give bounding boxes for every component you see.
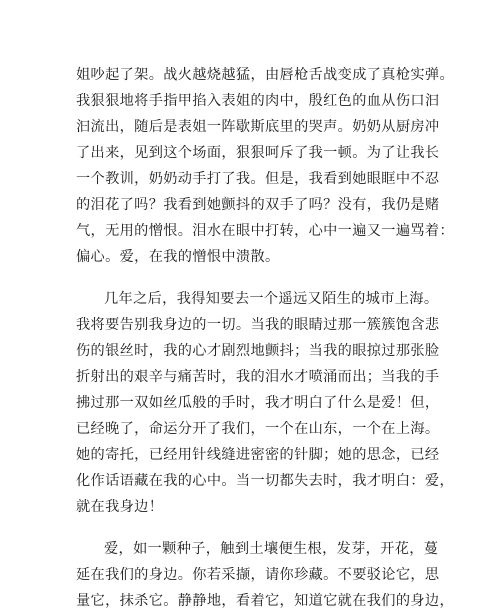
text-line: 我狠狠地将手指甲掐入表姐的肉中，殷红色的血从伤口汩 xyxy=(76,93,440,109)
text-line: 一个教训，奶奶动手打了我。但是，我看到她眼眶中不忍 xyxy=(76,171,440,187)
text-line: 姐吵起了架。战火越烧越猛，由唇枪舌战变成了真枪实弹。 xyxy=(76,67,454,83)
text-line: 拂过那一双如丝瓜般的手时，我才明白了什么是爱！但， xyxy=(76,395,440,411)
text-line: 伤的银丝时，我的心才剧烈地颤抖；当我的眼掠过那张脸 xyxy=(76,343,440,359)
text-line: 化作话语藏在我的心中。当一切都失去时，我才明白：爱， xyxy=(76,473,454,489)
text-line: 偏心。爱，在我的憎恨中溃散。 xyxy=(76,249,280,265)
text-line: 汩流出，随后是表姐一阵歇斯底里的哭声。奶奶从厨房冲 xyxy=(76,119,440,135)
text-line: 气，无用的憎恨。泪水在眼中打转，心中一遍又一遍骂着： xyxy=(76,223,454,239)
article-body xyxy=(76,62,454,614)
text-line: 就在我身边！ xyxy=(76,499,164,515)
text-line: 已经晚了，命运分开了我们，一个在山东，一个在上海。 xyxy=(76,421,440,437)
text-line: 的泪花了吗？我看到她颤抖的双手了吗？没有，我仍是赌 xyxy=(76,197,440,213)
paragraph-1 xyxy=(76,62,454,270)
text-line: 她的寄托，已经用针线缝进密密的针脚；她的思念，已经 xyxy=(76,447,440,463)
paragraph-3 xyxy=(76,536,454,614)
paragraph-gap xyxy=(76,520,424,536)
text-line: 折射出的艰辛与痛苦时，我的泪水才喷涌而出；当我的手 xyxy=(76,369,440,385)
text-line: 了出来，见到这个场面，狠狠呵斥了我一顿。为了让我长 xyxy=(76,145,440,161)
paragraph-gap xyxy=(76,270,424,286)
paragraph-2 xyxy=(76,286,454,520)
text-line: 量它，抹杀它。静静地，看着它，知道它就在我们的身边， xyxy=(76,593,454,609)
text-line: 延在我们的身边。你若采撷，请你珍藏。不要驳论它，思 xyxy=(76,567,440,583)
text-line: 几年之后，我得知要去一个遥远又陌生的城市上海。 xyxy=(104,291,439,307)
text-line: 爱，如一颗种子，触到土壤便生根，发芽，开花，蔓 xyxy=(104,541,439,557)
text-line: 我将要告别我身边的一切。当我的眼睛过那一簇簇饱含悲 xyxy=(76,317,440,333)
